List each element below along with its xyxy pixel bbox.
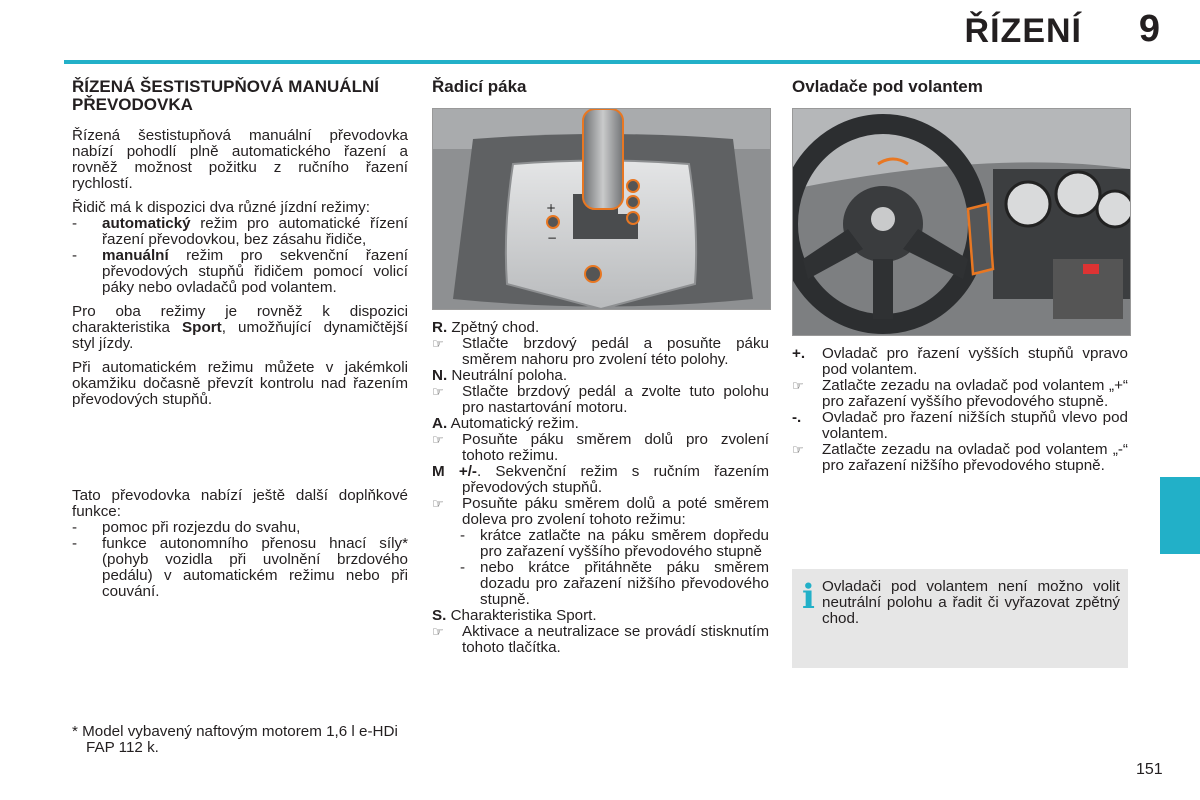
instruction-text: Aktivace a neutralizace se provádí stisknutím tohoto tlačítka. <box>462 623 769 656</box>
list-item <box>432 624 769 656</box>
list-item <box>72 536 408 600</box>
dash-bullet: - <box>460 527 466 544</box>
hand-pointer-icon: ☞ <box>432 496 444 511</box>
dash-bullet: - <box>72 535 78 552</box>
hand-pointer-icon: ☞ <box>792 442 804 457</box>
info-text: Ovladači pod volantem není možno volit neutrální polohu a řadit či vyřazovat zpětný chod. <box>822 578 1120 627</box>
section-title-paddles: Ovladače pod volantem <box>792 77 983 96</box>
extra-feature: funkce autonomního přenosu hnací síly* (pohyb vozidla při uvolnění brzdového pedálu) v automatickém režimu nebo při couvání. <box>102 535 408 600</box>
minus-sign: − <box>547 231 558 245</box>
instruction-text: Stlačte brzdový pedál a posuňte páku směrem nahoru pro zvolení této polohy. <box>462 335 769 368</box>
position-text: Zpětný chod. <box>447 319 540 336</box>
dash-bullet: - <box>460 559 466 576</box>
chapter-number: 9 <box>1138 8 1160 50</box>
steering-wheel-figure <box>792 108 1131 336</box>
instruction-text: Posuňte páku směrem dolů pro zvolení tohoto režimu. <box>462 431 769 464</box>
hand-pointer-icon: ☞ <box>432 624 444 639</box>
info-box <box>792 569 1128 668</box>
sport-pre: Pro oba režimy je rovněž k dispozici charakteristika <box>72 303 408 336</box>
extra-intro: Tato převodovka nabízí ještě další doplňkové funkce: <box>72 487 408 520</box>
header-rule <box>64 60 1200 64</box>
column-middle <box>432 78 769 656</box>
list-item <box>432 384 769 416</box>
section-title-shifter: Řadicí páka <box>432 77 527 96</box>
paddle-minus <box>792 410 1128 442</box>
sport-post: , umožňující dynamičtější styl jízdy. <box>72 319 408 352</box>
position-n <box>432 368 769 384</box>
column-left <box>72 78 408 600</box>
override-paragraph: Při automatickém režimu můžete v jakémkoli okamžiku dočasně převzít kontrolu nad řazením převodových stupňů. <box>72 359 408 408</box>
position-m <box>432 464 769 496</box>
list-item <box>432 336 769 368</box>
position-label: R. <box>432 319 448 336</box>
mode-name: automatický <box>102 215 191 232</box>
hand-pointer-icon: ☞ <box>792 378 804 393</box>
paddle-text: Ovladač pro řazení nižších stupňů vlevo pod volantem. <box>822 409 1128 442</box>
mode-desc: režim pro automatické řízení řazení převodovkou, bez zásahu řidiče, <box>102 215 408 248</box>
hand-pointer-icon: ☞ <box>432 336 444 351</box>
page-number: 151 <box>1136 761 1163 778</box>
position-label: S. <box>432 607 447 624</box>
column-right <box>792 78 1128 474</box>
modes-intro: Řidič má k dispozici dva různé jízdní režimy: <box>72 199 370 216</box>
position-label: N. <box>432 367 448 384</box>
dash-bullet: - <box>72 247 78 264</box>
list-item <box>432 496 769 528</box>
list-item <box>432 560 769 608</box>
gear-shifter-illustration <box>433 109 770 309</box>
list-item <box>792 378 1128 410</box>
mode-name: manuální <box>102 247 169 264</box>
mode-desc: režim pro sekvenční řazení převodových stupňů řidičem pomocí volicí páky nebo ovladačů pod volantem. <box>102 247 408 296</box>
hand-pointer-icon: ☞ <box>432 432 444 447</box>
paddle-plus <box>792 346 1128 378</box>
hand-pointer-icon: ☞ <box>432 384 444 399</box>
paddle-label: +. <box>792 345 806 362</box>
instruction-text: Posuňte páku směrem dolů a poté směrem doleva pro zvolení tohoto režimu: <box>462 495 769 528</box>
list-item <box>72 520 408 536</box>
instruction-text: Zatlačte zezadu na ovladač pod volantem „+“ pro zařazení vyššího převodového stupně. <box>822 377 1128 410</box>
position-label: A. <box>432 415 448 432</box>
position-text: Charakteristika Sport. <box>446 607 597 624</box>
paddle-text: Ovladač pro řazení vyšších stupňů vpravo pod volantem. <box>822 345 1128 378</box>
instruction-text: nebo krátce přitáhněte páku směrem dozadu pro zařazení nižšího převodového stupně. <box>480 559 769 608</box>
position-a <box>432 416 769 432</box>
extra-feature: pomoc při rozjezdu do svahu, <box>102 519 301 536</box>
position-label: M +/- <box>432 463 477 480</box>
position-r <box>432 320 769 336</box>
instruction-text: krátce zatlačte na páku směrem dopředu pro zařazení vyššího převodového stupně <box>480 527 769 560</box>
position-text: . Sekvenční režim s ručním řazením převodových stupňů. <box>462 463 769 496</box>
sport-bold: Sport <box>182 319 222 336</box>
list-item <box>792 442 1128 474</box>
list-item <box>72 216 408 248</box>
steering-wheel-illustration <box>793 109 1130 335</box>
chapter-side-tab <box>1160 477 1200 554</box>
info-icon: i <box>802 577 815 617</box>
dash-bullet: - <box>72 519 78 536</box>
gear-shifter-figure <box>432 108 771 310</box>
footnote: * Model vybavený naftovým motorem 1,6 l e-HDi FAP 112 k. <box>72 723 398 756</box>
position-text: Automatický režim. <box>447 415 579 432</box>
position-s <box>432 608 769 624</box>
dash-bullet: - <box>72 215 78 232</box>
plus-sign: + <box>546 201 557 215</box>
list-item <box>432 528 769 560</box>
gearbox-intro: Řízená šestistupňová manuální převodovka nabízí pohodlí plně automatického řazení a rovněž možnost požitku z ručního řazení rychlostí. <box>72 127 408 192</box>
instruction-text: Stlačte brzdový pedál a zvolte tuto polohu pro nastartování motoru. <box>462 383 769 416</box>
position-text: Neutrální poloha. <box>447 367 568 384</box>
section-title-gearbox: ŘÍZENÁ ŠESTISTUPŇOVÁ MANUÁLNÍ PŘEVODOVKA <box>72 77 379 114</box>
list-item <box>72 248 408 296</box>
list-item <box>432 432 769 464</box>
chapter-title: ŘÍZENÍ <box>964 12 1082 50</box>
paddle-label: -. <box>792 409 802 426</box>
sport-paragraph <box>72 304 408 352</box>
instruction-text: Zatlačte zezadu na ovladač pod volantem „-“ pro zařazení nižšího převodového stupně. <box>822 441 1128 474</box>
